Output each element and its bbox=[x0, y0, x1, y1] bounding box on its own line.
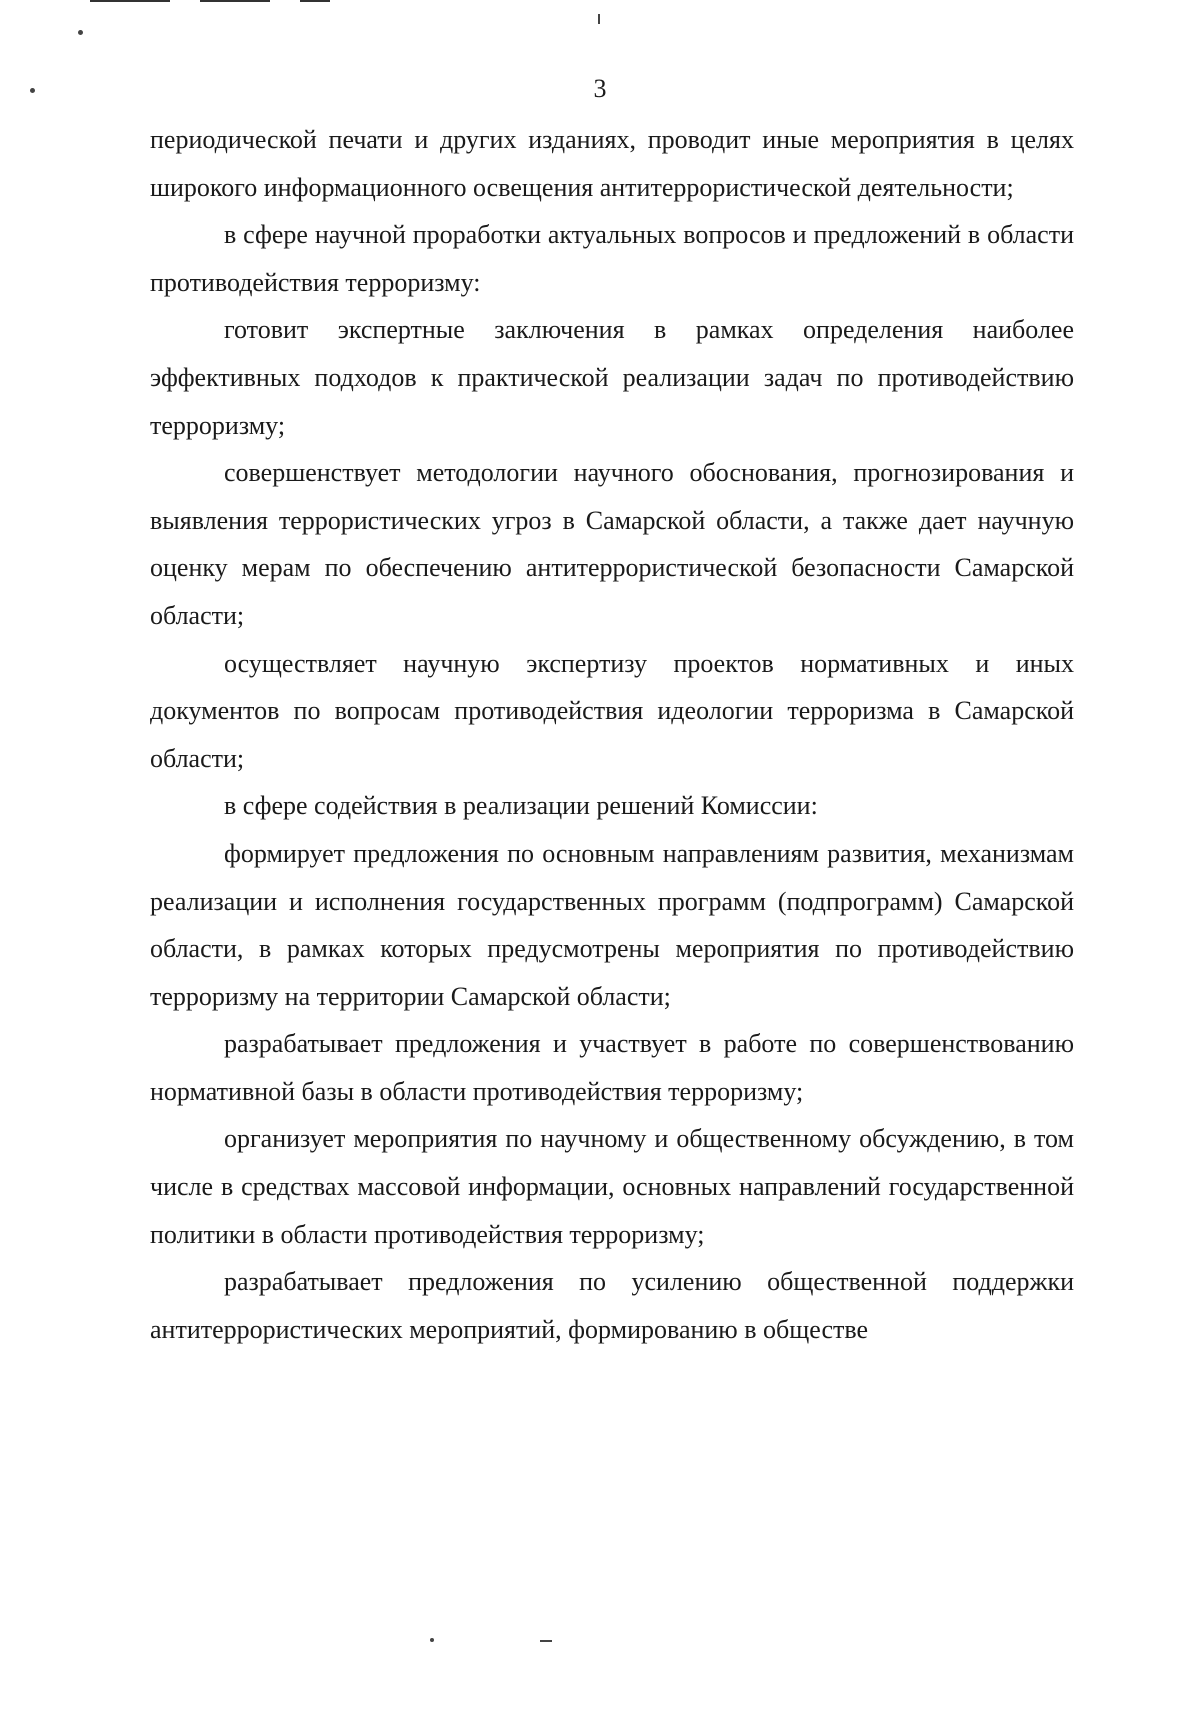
paragraph: разрабатывает предложения по усилению общественной поддержки антитеррористических мероприятий, формированию в обществе bbox=[150, 1267, 1074, 1344]
paragraph: периодической печати и других изданиях, проводит иные мероприятия в целях широкого информационного освещения антитеррористической деятельности; bbox=[150, 125, 1074, 202]
scan-edge-line bbox=[90, 0, 170, 2]
paragraph: разрабатывает предложения и участвует в работе по совершенствованию нормативной базы в области противодействия терроризму; bbox=[150, 1029, 1074, 1106]
scan-edge-line bbox=[200, 0, 270, 2]
scan-speck bbox=[540, 1640, 552, 1642]
scan-speck bbox=[430, 1638, 434, 1642]
paragraph: готовит экспертные заключения в рамках определения наиболее эффективных подходов к практической реализации задач по противодействию терроризму; bbox=[150, 315, 1074, 440]
scan-speck bbox=[78, 30, 83, 35]
paragraph: в сфере содействия в реализации решений Комиссии: bbox=[224, 791, 818, 821]
scan-speck bbox=[598, 14, 600, 24]
paragraph: совершенствует методологии научного обоснования, прогнозирования и выявления террористических угроз в Самарской области, а также дает научную оценку мерам по обеспечению антитеррористической безопасности Самарской области; bbox=[150, 458, 1074, 630]
paragraph: в сфере научной проработки актуальных вопросов и предложений в области противодействия терроризму: bbox=[150, 220, 1074, 297]
paragraph: организует мероприятия по научному и общественному обсуждению, в том числе в средствах массовой информации, основных направлений государственной политики в области противодействия терроризму; bbox=[150, 1124, 1074, 1249]
document-body bbox=[150, 116, 1074, 1353]
paragraph: осуществляет научную экспертизу проектов нормативных и иных документов по вопросам противодействия идеологии терроризма в Самарской области; bbox=[150, 648, 1074, 773]
page-number: 3 bbox=[593, 74, 607, 103]
scan-edge-line bbox=[300, 0, 330, 2]
paragraph: формирует предложения по основным направлениям развития, механизмам реализации и исполнения государственных программ (подпрограмм) Самарской области, в рамках которых предусмотрены мероприятия по противодействию терроризму на территории Самарской области; bbox=[150, 838, 1074, 1011]
